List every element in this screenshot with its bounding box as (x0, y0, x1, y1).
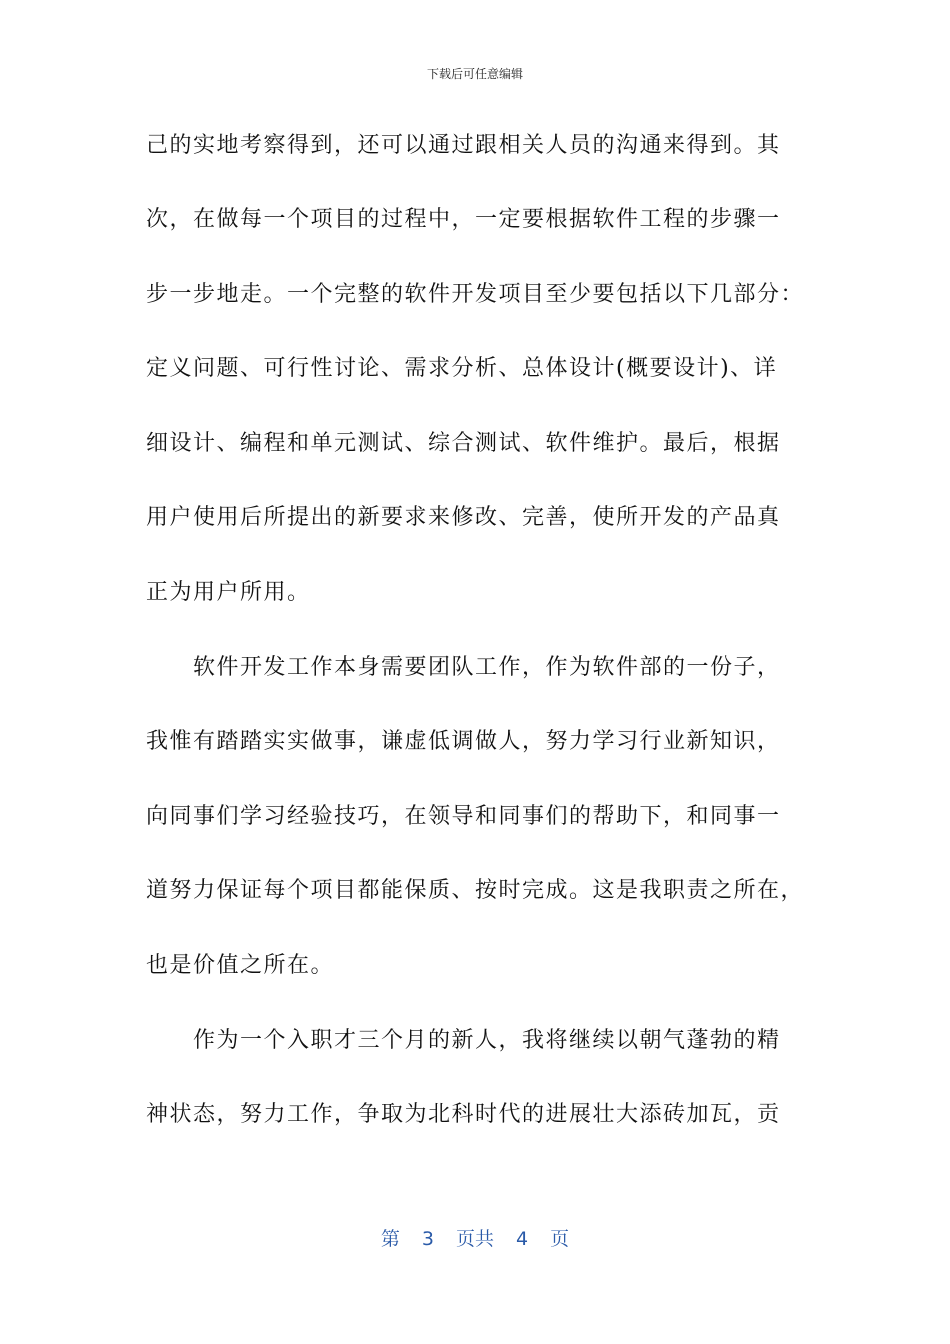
body-line-4: 定义问题、可行性讨论、需求分析、总体设计(概要设计)、详 (146, 356, 778, 381)
body-line-9: 我惟有踏踏实实做事，谦虚低调做人，努力学习行业新知识， (146, 729, 781, 754)
body-line-11: 道努力保证每个项目都能保质、按时完成。这是我职责之所在， (146, 878, 805, 903)
body-line-8: 软件开发工作本身需要团队工作，作为软件部的一份子， (146, 655, 781, 680)
body-line-3: 步一步地走。一个完整的软件开发项目至少要包括以下几部分： (146, 282, 805, 307)
body-line-10: 向同事们学习经验技巧，在领导和同事们的帮助下，和同事一 (146, 804, 781, 829)
footer-prefix: 第 (380, 1228, 400, 1250)
footer-middle: 页共 (455, 1228, 494, 1250)
footer-suffix: 页 (550, 1228, 570, 1250)
footer-total-pages: 4 (516, 1228, 529, 1250)
page-footer (0, 1226, 950, 1252)
body-line-7: 正为用户所用。 (146, 580, 311, 605)
footer-current-page: 3 (421, 1228, 434, 1250)
body-line-1: 己的实地考察得到，还可以通过跟相关人员的沟通来得到。其 (146, 133, 781, 158)
body-line-13: 作为一个入职才三个月的新人，我将继续以朝气蓬勃的精 (146, 1028, 781, 1053)
body-line-2: 次，在做每一个项目的过程中，一定要根据软件工程的步骤一 (146, 207, 781, 232)
body-line-5: 细设计、编程和单元测试、综合测试、软件维护。最后，根据 (146, 431, 781, 456)
page-header: 下载后可任意编辑 (426, 67, 523, 81)
body-line-6: 用户使用后所提出的新要求来修改、完善，使所开发的产品真 (146, 505, 781, 530)
body-line-12: 也是价值之所在。 (146, 953, 335, 978)
body-line-14: 神状态，努力工作，争取为北科时代的进展壮大添砖加瓦，贡 (146, 1102, 781, 1127)
